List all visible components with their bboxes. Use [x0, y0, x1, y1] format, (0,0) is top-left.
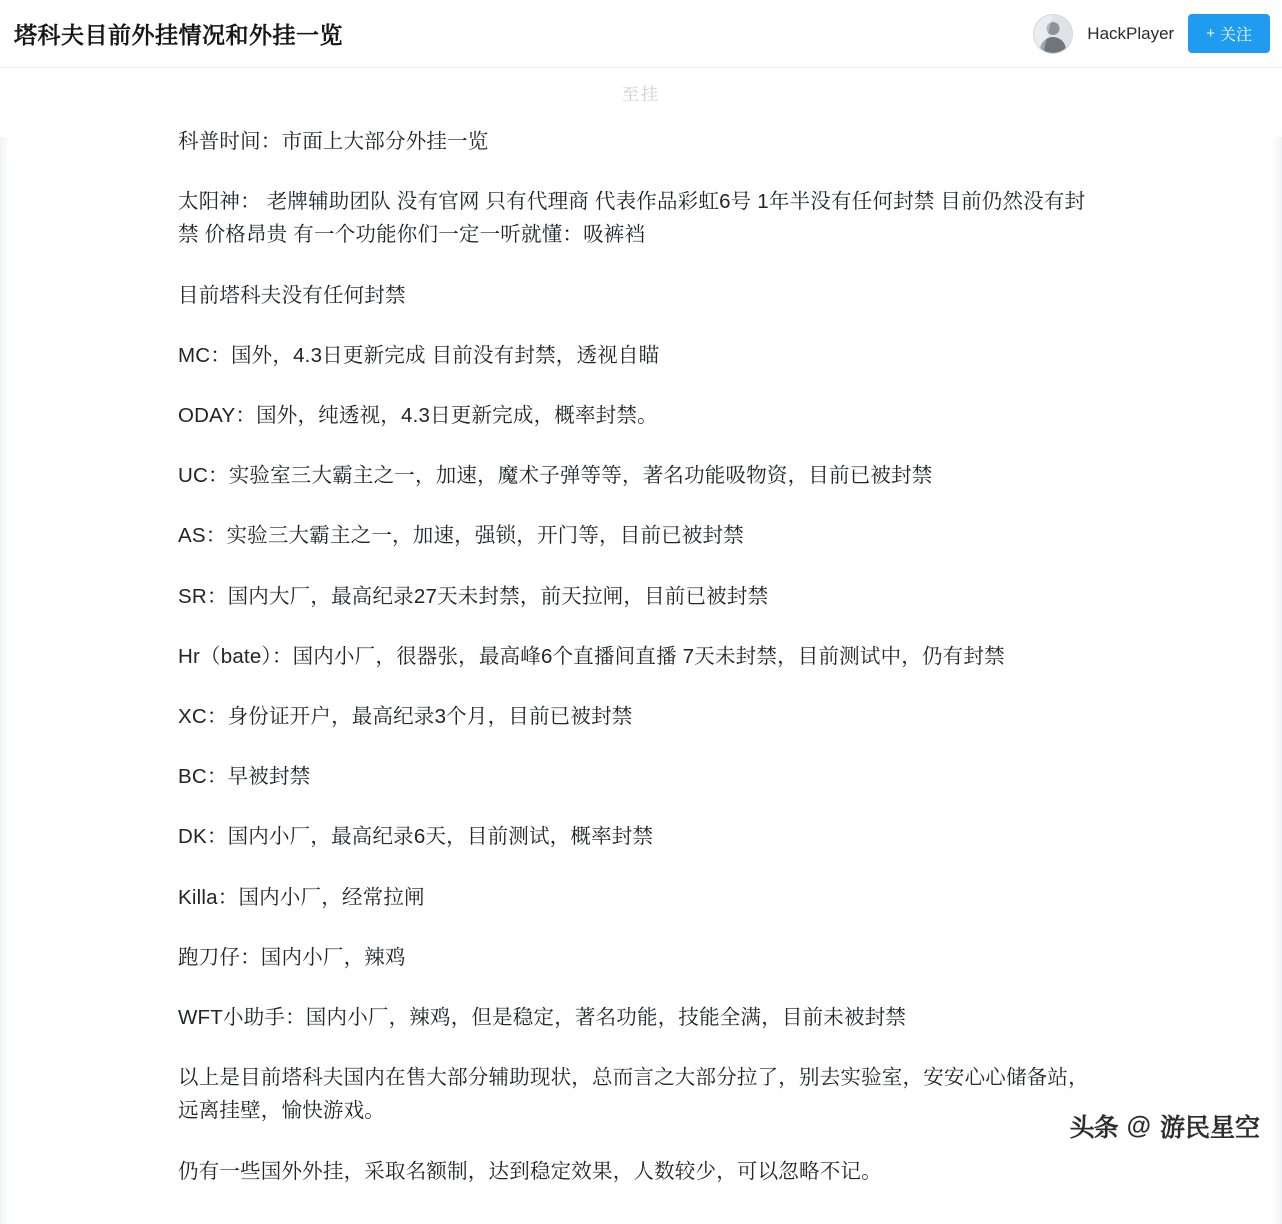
article-paragraph: XC：身份证开户，最高纪录3个月，目前已被封禁	[178, 705, 633, 729]
article-paragraph: UC：实验室三大霸主之一，加速，魔术子弹等等，著名功能吸物资，目前已被封禁	[178, 464, 933, 488]
avatar[interactable]	[1033, 14, 1073, 54]
article-paragraph: 太阳神： 老牌辅助团队 没有官网 只有代理商 代表作品彩虹6号 1年半没有任何封禁 目前仍然没有封禁 价格昂贵 有一个功能你们一定一听就懂：吸裤裆	[178, 190, 1086, 247]
article-paragraph: BC：早被封禁	[178, 765, 311, 789]
author-name[interactable]: HackPlayer	[1087, 23, 1175, 43]
toutiao-logo-text: 头条	[1069, 1114, 1118, 1142]
article-paragraph: Killa：国内小厂，经常拉闸	[178, 885, 425, 909]
article-paragraph: ODAY：国外，纯透视，4.3日更新完成，概率封禁。	[178, 404, 658, 428]
article-paragraph: 以上是目前塔科夫国内在售大部分辅助现状，总而言之大部分拉了，别去实验室，安安心心储备站，远离挂壁，愉快游戏。	[178, 1066, 1089, 1123]
article-paragraph: AS：实验三大霸主之一，加速，强锁，开门等，目前已被封禁	[178, 524, 744, 548]
article-paragraph: SR：国内大厂，最高纪录27天未封禁，前天拉闸，目前已被封禁	[178, 584, 769, 608]
article-body	[0, 68, 1282, 1224]
article-paragraph: 跑刀仔：国内小厂，辣鸡	[178, 945, 406, 969]
article-paragraph: 科普时间：市面上大部分外挂一览	[178, 130, 489, 153]
watermark	[1070, 1108, 1260, 1144]
plus-icon: +	[1206, 25, 1215, 42]
article-paragraph: Hr（bate）：国内小厂，很器张，最高峰6个直播间直播 7天未封禁，目前测试中，仍有封禁	[178, 644, 1005, 668]
at-symbol: @	[1126, 1111, 1151, 1140]
article-paragraph-list	[0, 107, 1282, 1224]
article-paragraph: WFT小助手：国内小厂，辣鸡，但是稳定，著名功能，技能全满，目前未被封禁	[178, 1006, 907, 1030]
article-paragraph: 仍有一些国外外挂，采取名额制，达到稳定效果，人数较少，可以忽略不记。	[178, 1159, 882, 1183]
header-right-group	[1033, 14, 1270, 54]
follow-button[interactable]	[1188, 14, 1270, 53]
article-paragraph: 目前塔科夫没有任何封禁	[178, 283, 406, 307]
article-paragraph: MC：国外，4.3日更新完成 目前没有封禁，透视自瞄	[178, 343, 660, 367]
follow-button-label: 关注	[1219, 27, 1252, 44]
watermark-source-name: 游民星空	[1159, 1114, 1260, 1142]
article-header-bar	[0, 0, 1282, 68]
faded-artifact-text: 至挂	[622, 85, 660, 104]
page-title: 塔科夫目前外挂情况和外挂一览	[14, 22, 343, 48]
article-paragraph: DK：国内小厂，最高纪录6天，目前测试，概率封禁	[178, 825, 654, 849]
